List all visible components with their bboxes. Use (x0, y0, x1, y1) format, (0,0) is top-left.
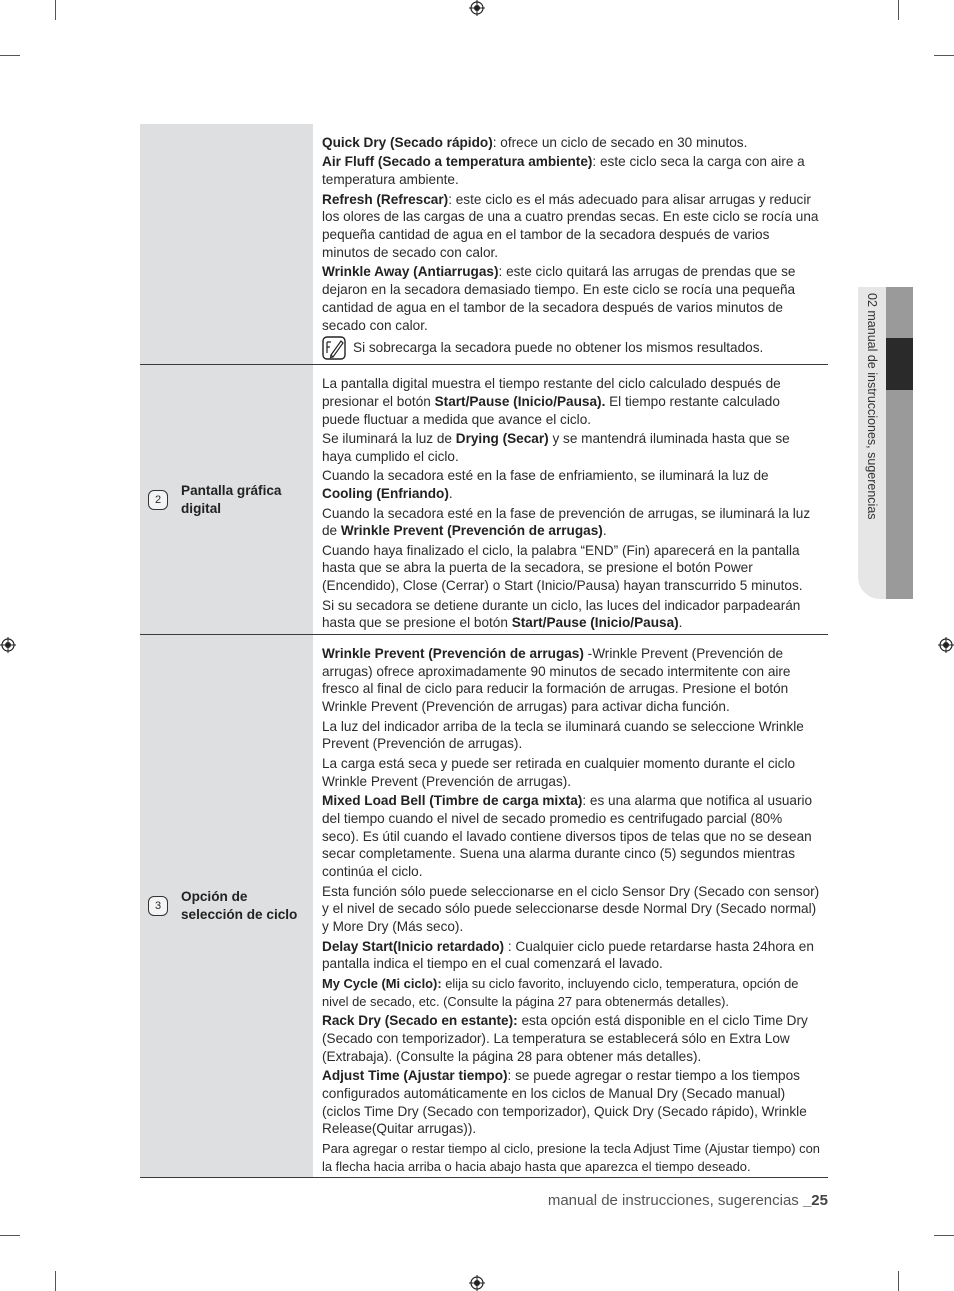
crop-mark (934, 55, 954, 56)
table-row (140, 124, 828, 365)
paragraph-text: esta opción está disponible en el ciclo Time Dry (Secado con temporizador). La temperatura se establecerá sólo en Extra Low (Extrabaja). (Consulte la página 28 para obtener más detalles). (322, 1012, 808, 1064)
description-paragraph (322, 134, 820, 152)
description-paragraph (322, 1140, 820, 1176)
crop-mark (0, 55, 20, 56)
description-paragraph (322, 153, 820, 189)
note-pencil-icon (322, 336, 346, 360)
paragraph-term: Wrinkle Prevent (Prevención de arrugas) (322, 645, 584, 661)
description-paragraph (322, 191, 820, 262)
feature-label (140, 482, 313, 518)
description-paragraph (322, 542, 820, 595)
crop-mark (934, 1235, 954, 1236)
paragraph-text: . (678, 615, 683, 631)
crop-mark (55, 1271, 56, 1291)
paragraph-term: Drying (Secar) (455, 431, 549, 447)
description-paragraph (322, 718, 820, 754)
feature-label-cell (140, 124, 313, 365)
paragraph-term: Mixed Load Bell (Timbre de carga mixta) (322, 793, 583, 809)
paragraph-text: Si su secadora se detiene durante un ciclo, las luces del indicador parpadearán hasta que se presione el botón (322, 597, 801, 631)
paragraph-term: Adjust Time (Ajustar tiempo) (322, 1067, 508, 1083)
paragraph-term: Start/Pause (Inicio/Pausa) (511, 615, 679, 631)
paragraph-term: Start/Pause (Inicio/Pausa). (434, 393, 606, 409)
paragraph-text: Se iluminará la luz de (322, 431, 456, 447)
paragraph-text: Cuando haya finalizado el ciclo, la palabra “END” (Fin) aparecerá en la pantalla hasta que se abra la puerta de la secadora, se presione el botón Power (Encendido), Close (Cerrar) o Start (Inicio/Pausa) hayan transcurrido 5 minutos. (322, 542, 803, 594)
description-paragraph (322, 263, 820, 334)
footer-text: manual de instrucciones, sugerencias (547, 1192, 803, 1209)
paragraph-text: Esta función sólo puede seleccionarse en el ciclo Sensor Dry (Secado con sensor) y el nivel de secado sólo puede seleccionarse desde Normal Dry (Secado normal) y More Dry (Más seco). (322, 883, 820, 935)
crosshair-registration-icon (0, 637, 16, 653)
paragraph-text: : Cualquier ciclo puede retardarse hasta 24hora en pantalla indica el tiempo en el cual comenzará el lavado. (322, 938, 814, 972)
paragraph-text: : este ciclo es el más adecuado para alisar arrugas y reducir los olores de las cargas de una a cuatro prendas secas. En este ciclo se rocía una pequeña cantidad de agua en el tambor de la secadora después de varios minutos de secado con calor. (322, 191, 819, 260)
description-paragraph (322, 597, 820, 633)
page-footer (548, 1192, 828, 1209)
paragraph-term: Wrinkle Away (Antiarrugas) (322, 264, 499, 280)
paragraph-term: Wrinkle Prevent (Prevención de arrugas) (340, 523, 603, 539)
table-row (140, 634, 828, 1177)
chapter-tab-marker (886, 338, 913, 390)
paragraph-term: Delay Start(Inicio retardado) (322, 938, 505, 954)
page-number: _25 (802, 1192, 828, 1209)
chapter-tab-text (858, 287, 886, 599)
feature-label (140, 888, 313, 924)
paragraph-text: La carga está seca y puede ser retirada en cualquier momento durante el ciclo Wrinkle Prevent (Prevención de arrugas). (322, 755, 796, 789)
paragraph-term: My Cycle (Mi ciclo): (322, 975, 442, 991)
paragraph-term: Refresh (Refrescar) (322, 191, 449, 207)
crop-mark (55, 0, 56, 20)
crop-mark (898, 0, 899, 20)
description-paragraph (322, 792, 820, 881)
crosshair-registration-icon (469, 0, 485, 16)
paragraph-text: La luz del indicador arriba de la tecla se iluminará cuando se seleccione Wrinkle Prevent (Prevención de arrugas). (322, 718, 804, 752)
chapter-tab-label: 02 manual de instrucciones, sugerencias (865, 293, 879, 520)
feature-description-cell (313, 124, 828, 365)
description-paragraph (322, 467, 820, 503)
crop-mark (898, 1271, 899, 1291)
chapter-tab-band (886, 287, 913, 599)
feature-title: Opción de selección de ciclo (181, 888, 298, 922)
paragraph-text: Cuando la secadora esté en la fase de prevención de arrugas, se iluminará la luz de (322, 505, 811, 539)
description-paragraph (322, 755, 820, 791)
crosshair-registration-icon (469, 1275, 485, 1291)
paragraph-text: El tiempo restante calculado puede fluctuar a medida que avance el ciclo. (322, 393, 780, 427)
feature-number-badge: 3 (148, 896, 168, 916)
table-row (140, 365, 828, 635)
paragraph-text: elija su ciclo favorito, incluyendo ciclo, temperatura, opción de nivel de secado, etc. (Consulte la página 27 para obtenermás detalles). (322, 975, 799, 1009)
paragraph-text: -Wrinkle Prevent (Prevención de arrugas) ofrece aproximadamente 90 minutos de secado intermitente con aire fresco al final de ciclo para reducir la formación de arrugas. Presione el botón Wrinkle Prevent (Prevención de arrugas) para activar dicha función. (322, 645, 791, 715)
description-paragraph (322, 505, 820, 541)
paragraph-text: : se puede agregar o restar tiempo a los tiempos configurados automáticamente en los ciclos de Manual Dry (Secado manual) (ciclos Time Dry (Secado con temporizador), Quick Dry (Secado rápido), Wrinkle Release(Quitar arrugas)). (322, 1067, 807, 1137)
paragraph-text: La pantalla digital muestra el tiempo restante del ciclo calculado después de presionar el botón (322, 376, 781, 409)
crop-mark (0, 1235, 20, 1236)
paragraph-term: Rack Dry (Secado en estante): (322, 1012, 518, 1028)
note (322, 336, 820, 364)
description-paragraph (322, 883, 820, 936)
feature-label-cell (140, 365, 313, 635)
paragraph-term: Quick Dry (Secado rápido) (322, 135, 493, 150)
paragraph-text: Cuando la secadora esté en la fase de enfriamiento, se iluminará la luz de (322, 468, 769, 484)
paragraph-text: : es una alarma que notifica al usuario del tiempo cuando el nivel de secado promedio es centrifugado parcial (80% seco). Es útil cuando el lavado contiene diversos tipos de telas que no se desean secar completamente. Suena una alarma durante cinco (5) segundos mientras continúa el ciclo. (322, 793, 813, 880)
feature-description-cell (313, 365, 828, 635)
description-paragraph (322, 375, 820, 428)
paragraph-term: Cooling (Enfriando) (322, 486, 449, 502)
description-paragraph (322, 975, 820, 1011)
feature-title: Pantalla gráfica digital (181, 482, 282, 516)
description-paragraph (322, 430, 820, 466)
description-paragraph (322, 938, 820, 974)
note-text: Si sobrecarga la secadora puede no obtener los mismos resultados. (353, 340, 764, 356)
description-paragraph (322, 645, 820, 716)
feature-description-cell (313, 634, 828, 1177)
feature-number-badge: 2 (148, 490, 168, 510)
paragraph-text: : este ciclo quitará las arrugas de prendas que se dejaron en la secadora demasiado tiempo. En este ciclo se rocía una pequeña cantidad de agua en el tambor de la secadora después de varios minutos de secado con calor. (322, 264, 796, 333)
control-panel-table (140, 124, 828, 1178)
paragraph-text: : este ciclo seca la carga con aire a temperatura ambiente. (322, 154, 805, 188)
paragraph-text: y se mantendrá iluminada hasta que se haya cumplido el ciclo. (322, 431, 790, 464)
paragraph-term: Air Fluff (Secado a temperatura ambiente) (322, 154, 593, 170)
paragraph-text: : ofrece un ciclo de secado en 30 minutos. (492, 135, 748, 150)
crosshair-registration-icon (938, 637, 954, 653)
paragraph-text: . (448, 486, 453, 502)
paragraph-text: Para agregar o restar tiempo al ciclo, presione la tecla Adjust Time (Ajustar tiempo) con la flecha hacia arriba o hacia abajo hasta que aparezca el tiempo deseado. (322, 1140, 820, 1174)
feature-label-cell (140, 634, 313, 1177)
paragraph-text: . (602, 523, 607, 539)
description-paragraph (322, 1012, 820, 1065)
description-paragraph (322, 1067, 820, 1138)
